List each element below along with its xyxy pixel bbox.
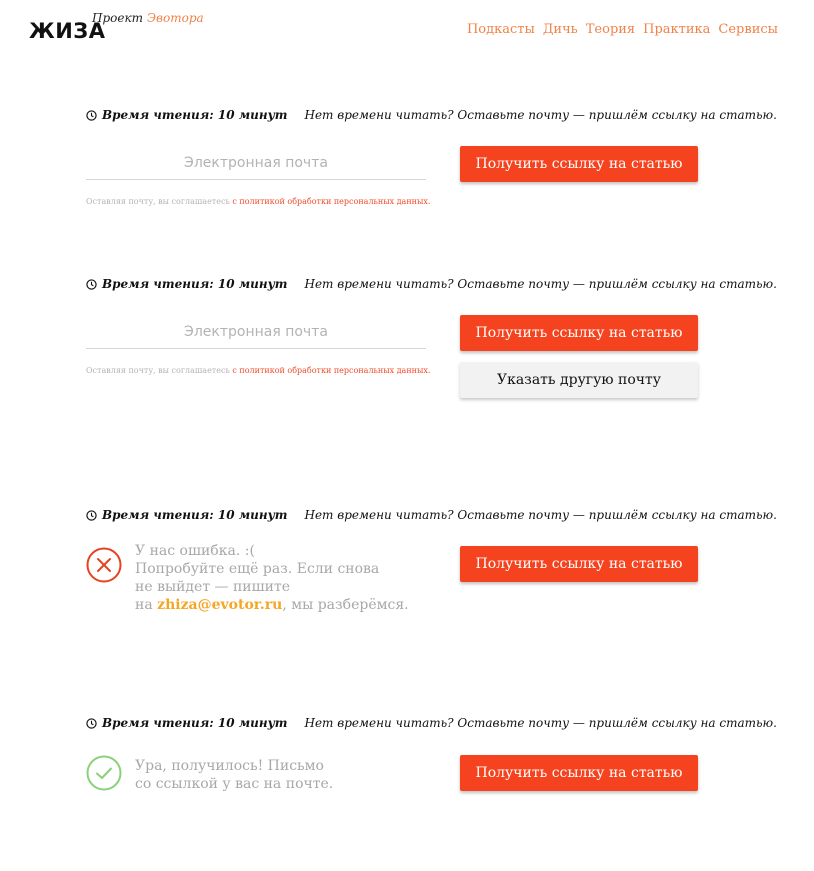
reading-time: Время чтения: 10 минут bbox=[102, 108, 288, 122]
reading-meta bbox=[86, 508, 777, 522]
privacy-policy-link[interactable]: с политикой обработки персональных данных. bbox=[232, 197, 431, 206]
reading-meta bbox=[86, 277, 777, 291]
error-message: У нас ошибка. :( Попробуйте ещё раз. Если снова не выйдет — пишите на zhiza@evotor.ru, мы разберёмся. bbox=[135, 543, 409, 613]
reading-meta bbox=[86, 716, 777, 730]
nav-services[interactable]: Сервисы bbox=[718, 22, 778, 37]
clock-icon bbox=[86, 510, 97, 521]
success-message: Ура, получилось! Письмо со ссылкой у вас на почте. bbox=[135, 758, 334, 792]
success-check-icon bbox=[86, 755, 122, 791]
promo-text: Нет времени читать? Оставьте почту — пришлём ссылку на статью. bbox=[304, 508, 777, 522]
clock-icon bbox=[86, 718, 97, 729]
clock-icon bbox=[86, 279, 97, 290]
consent-text: Оставляя почту, вы соглашаетесь bbox=[86, 366, 233, 375]
main-nav bbox=[467, 22, 778, 37]
other-email-button[interactable]: Указать другую почту bbox=[460, 362, 698, 398]
support-email-link[interactable]: zhiza@evotor.ru bbox=[157, 597, 283, 613]
consent-note bbox=[86, 197, 430, 206]
email-input[interactable] bbox=[86, 147, 426, 180]
logo-text[interactable]: ЖИЗА bbox=[29, 19, 106, 43]
reading-time: Время чтения: 10 минут bbox=[102, 716, 288, 730]
get-link-button[interactable]: Получить ссылку на статью bbox=[460, 146, 698, 182]
reading-meta bbox=[86, 108, 777, 122]
clock-icon bbox=[86, 110, 97, 121]
get-link-button[interactable]: Получить ссылку на статью bbox=[460, 546, 698, 582]
consent-note bbox=[86, 366, 430, 375]
nav-theory[interactable]: Теория bbox=[585, 22, 636, 37]
project-label bbox=[92, 11, 204, 25]
error-icon bbox=[86, 547, 122, 583]
consent-text: Оставляя почту, вы соглашаетесь bbox=[86, 197, 233, 206]
reading-time: Время чтения: 10 минут bbox=[102, 277, 288, 291]
reading-time: Время чтения: 10 минут bbox=[102, 508, 288, 522]
email-input[interactable] bbox=[86, 316, 426, 349]
promo-text: Нет времени читать? Оставьте почту — пришлём ссылку на статью. bbox=[304, 108, 777, 122]
promo-text: Нет времени читать? Оставьте почту — пришлём ссылку на статью. bbox=[304, 716, 777, 730]
promo-text: Нет времени читать? Оставьте почту — пришлём ссылку на статью. bbox=[304, 277, 777, 291]
get-link-button[interactable]: Получить ссылку на статью bbox=[460, 755, 698, 791]
brand-link[interactable]: Эвотора bbox=[146, 11, 204, 25]
nav-podcasts[interactable]: Подкасты bbox=[466, 22, 535, 37]
get-link-button[interactable]: Получить ссылку на статью bbox=[460, 315, 698, 351]
nav-practice[interactable]: Практика bbox=[643, 22, 711, 37]
privacy-policy-link[interactable]: с политикой обработки персональных данных. bbox=[232, 366, 431, 375]
project-prefix: Проект bbox=[92, 11, 144, 25]
nav-dich[interactable]: Дичь bbox=[542, 22, 578, 37]
